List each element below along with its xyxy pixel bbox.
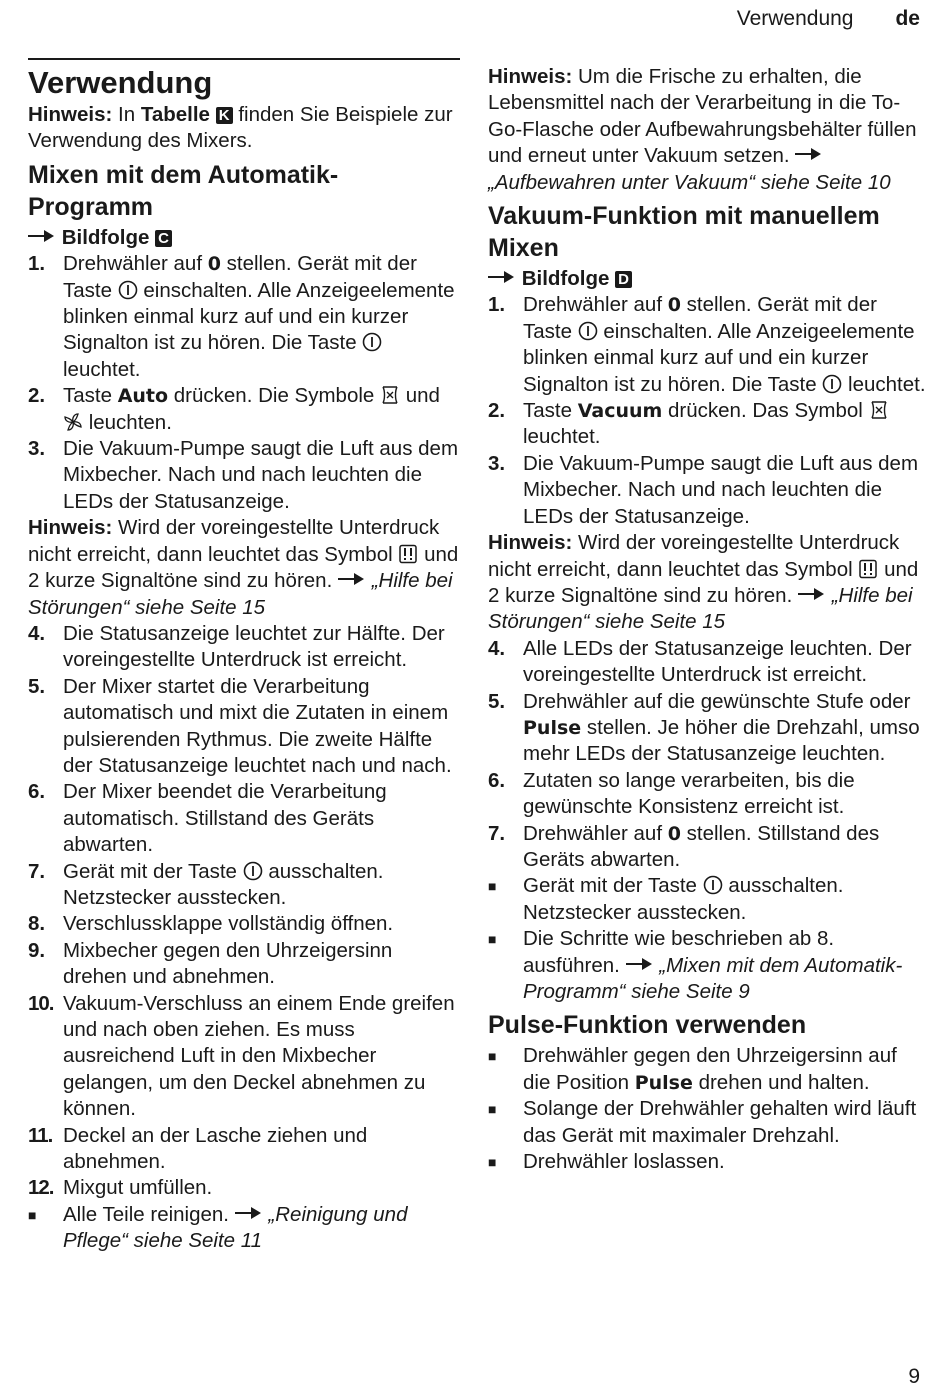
arrow-right-icon <box>795 147 823 161</box>
list-item <box>28 674 460 780</box>
bullet-marker: ■ <box>28 1206 37 1223</box>
step-text: Die Vakuum-Pumpe saugt die Luft aus dem Mixbecher. Nach und nach leuchten die LEDs der Statusanzeige. <box>63 437 459 513</box>
cross-reference-link[interactable]: „Aufbewahren unter Vakuum“ siehe Seite 10 <box>488 170 891 194</box>
warning-note <box>28 515 460 621</box>
step-text: Alle LEDs der Statusanzeige leuchten. Der voreingestellte Unterdruck ist erreicht. <box>523 636 912 687</box>
step-text: Mixbecher gegen den Uhrzeigersinn drehen und abnehmen. <box>63 938 393 989</box>
arrow-right-icon <box>28 229 56 243</box>
bullet-text: drehen und halten. <box>698 1070 870 1094</box>
cross-reference-link[interactable]: „Hilfe bei Störungen“ siehe Seite 15 <box>488 583 913 634</box>
right-column <box>488 64 928 1175</box>
power-button-icon <box>243 861 263 881</box>
cross-reference-link[interactable]: „Hilfe bei Störungen“ siehe Seite 15 <box>28 569 453 619</box>
sequence-label: Bildfolge <box>61 225 150 249</box>
step-text: stellen. Je höher die Drehzahl, umso mehr LEDs der Statusanzeige leuchten. <box>523 715 920 766</box>
list-item <box>488 398 928 451</box>
table-letter-badge: K <box>216 107 233 124</box>
bullet-item <box>488 1043 928 1096</box>
step-text: und <box>405 384 440 408</box>
list-item <box>488 768 928 821</box>
bullet-text: Drehwähler gegen den Uhrzeigersinn auf die Position <box>523 1044 897 1094</box>
note-label: Hinweis: <box>28 516 113 540</box>
header-section-title: Verwendung <box>736 7 854 30</box>
step-number: 2. <box>488 399 506 423</box>
list-item <box>28 938 460 991</box>
step-number: 4. <box>28 621 46 645</box>
arrow-right-icon <box>626 957 654 971</box>
mixing-blade-icon <box>63 412 83 432</box>
list-item <box>28 1123 460 1176</box>
error-symbol-icon <box>398 544 418 564</box>
dial-position: 0 <box>667 294 681 317</box>
header-language-code: de <box>895 7 920 30</box>
bullet-text: Alle Teile reinigen. <box>63 1202 230 1226</box>
step-text: leuchten. <box>88 410 172 434</box>
note-text: und 2 kurze Signaltöne sind zu hören. <box>28 542 459 593</box>
image-sequence-ref <box>488 266 928 292</box>
bullet-item <box>488 926 928 1005</box>
step-text: stellen. Gerät mit der Taste <box>63 252 417 302</box>
list-item <box>28 621 460 674</box>
step-text: drücken. Die Symbole <box>173 384 375 408</box>
bullet-item <box>488 1096 928 1149</box>
power-button-icon <box>822 374 842 394</box>
arrow-right-icon <box>488 270 516 284</box>
step-text: Die Vakuum-Pumpe saugt die Luft aus dem Mixbecher. Nach und nach leuchten die LEDs der Statusanzeige. <box>523 451 919 528</box>
list-item <box>28 251 460 383</box>
vacuum-symbol-icon <box>869 400 889 420</box>
step-number: 4. <box>488 636 506 660</box>
error-symbol-icon <box>858 559 878 579</box>
power-button-icon <box>703 875 723 895</box>
section-heading-automatic: Mixen mit dem Automatik-Programm <box>28 160 339 221</box>
bullet-text: Drehwähler loslassen. <box>523 1150 725 1174</box>
vacuum-symbol-icon <box>380 385 400 405</box>
note-text-post: finden Sie Beispiele zur Verwendung des Mixers. <box>28 103 453 153</box>
step-text: stellen. Gerät mit der Taste <box>523 293 877 343</box>
list-item <box>28 859 460 912</box>
step-text: leuchtet. <box>848 372 926 396</box>
step-text: Die Statusanzeige leuchtet zur Hälfte. Der voreingestellte Unterdruck ist erreicht. <box>63 621 445 672</box>
bullet-marker: ■ <box>488 1101 497 1118</box>
bullet-item <box>488 873 928 926</box>
power-button-icon <box>118 280 138 300</box>
list-item <box>28 991 460 1123</box>
step-text: Drehwähler auf <box>523 293 663 317</box>
step-text: Verschlussklappe vollständig öffnen. <box>63 912 394 936</box>
running-header <box>737 6 920 32</box>
button-label: Auto <box>117 385 169 408</box>
step-text: drücken. Das Symbol <box>668 399 863 423</box>
section-heading-pulse: Pulse-Funktion verwenden <box>488 1011 807 1040</box>
bullet-marker: ■ <box>488 1154 497 1171</box>
note-text: Wird der voreingestellte Unterdruck nicht erreicht, dann leuchtet das Symbol <box>488 531 900 581</box>
bullet-marker: ■ <box>488 931 497 948</box>
arrow-right-icon <box>235 1206 263 1220</box>
left-column <box>28 58 460 1255</box>
cross-reference-link[interactable]: „Mixen mit dem Automatik-Programm“ siehe Seite 9 <box>523 953 903 1003</box>
step-text: Mixgut umfüllen. <box>63 1176 213 1200</box>
bullet-text: Solange der Drehwähler gehalten wird läuft das Gerät mit maximaler Drehzahl. <box>523 1097 917 1147</box>
step-text: Gerät mit der Taste <box>63 859 237 883</box>
note-text: und 2 kurze Signaltöne sind zu hören. <box>488 557 919 607</box>
steps-list <box>488 292 928 530</box>
arrow-right-icon <box>338 572 366 586</box>
freshness-note <box>488 64 928 196</box>
list-item <box>28 911 460 937</box>
step-number: 7. <box>488 821 506 845</box>
list-item <box>488 821 928 874</box>
step-text: Drehwähler auf <box>63 252 203 276</box>
note-label: Hinweis: <box>488 65 573 88</box>
dial-position: 0 <box>667 822 681 845</box>
bullet-text: Die Schritte wie beschrieben ab 8. ausführen. <box>523 927 835 977</box>
step-text: Der Mixer beendet die Verarbeitung automatisch. Stillstand des Geräts abwarten. <box>63 780 387 857</box>
step-text: Drehwähler auf <box>523 821 663 845</box>
dial-position: Pulse <box>634 1071 693 1094</box>
sequence-letter-badge: C <box>155 230 172 247</box>
step-text: Zutaten so lange verarbeiten, bis die gewünschte Konsistenz erreicht ist. <box>523 768 855 819</box>
step-text: Taste <box>63 384 112 408</box>
list-item <box>28 383 460 436</box>
page-number: 9 <box>908 1365 920 1388</box>
section-heading-vacuum-manual: Vakuum-Funktion mit manuellem Mixen <box>488 202 880 263</box>
table-reference: Tabelle <box>140 103 210 126</box>
step-text: Vakuum-Verschluss an einem Ende greifen und nach oben ziehen. Es muss ausreichend Luft in den Mixbecher gelangen, um den Deckel abnehmen zu können. <box>63 991 455 1121</box>
arrow-right-icon <box>798 587 826 601</box>
list-item <box>488 292 928 398</box>
steps-list-continued <box>28 621 460 1202</box>
bullet-marker: ■ <box>488 878 497 895</box>
dial-position: 0 <box>207 253 221 276</box>
step-number: 6. <box>28 780 46 804</box>
step-number: 7. <box>28 859 46 883</box>
step-text: Taste <box>523 399 572 423</box>
step-text: einschalten. Alle Anzeigeelemente blinken einmal kurz auf und ein kurzer Signalton ist zu hören. Die Taste <box>523 319 915 396</box>
step-number: 1. <box>488 293 506 317</box>
bullet-marker: ■ <box>488 1048 497 1065</box>
intro-note <box>28 102 460 155</box>
steps-list <box>28 251 460 515</box>
list-item <box>488 451 928 530</box>
step-text: leuchtet. <box>63 357 141 381</box>
bullet-item <box>488 1149 928 1175</box>
step-number: 1. <box>28 252 46 276</box>
step-text: leuchtet. <box>523 425 601 449</box>
step-number: 8. <box>28 912 46 936</box>
sequence-letter-badge: D <box>615 271 632 288</box>
step-number: 6. <box>488 768 506 792</box>
note-label: Hinweis: <box>28 103 113 126</box>
step-number: 5. <box>488 689 506 713</box>
button-label: Vacuum <box>577 400 663 423</box>
step-text: stellen. Stillstand des Geräts abwarten. <box>523 821 880 871</box>
step-number: 11. <box>28 1123 53 1147</box>
step-number: 3. <box>488 451 506 475</box>
step-number: 10. <box>28 991 54 1015</box>
list-item <box>488 636 928 689</box>
step-text: Der Mixer startet die Verarbeitung automatisch und mixt die Zutaten in einem pulsierenden Rythmus. Die zweite Hälfte der Statusanzeige leuchtet nach und nach. <box>63 674 452 777</box>
step-text: einschalten. Alle Anzeigeelemente blinken einmal kurz auf und ein kurzer Signalton ist zu hören. Die Taste <box>63 278 455 355</box>
note-text-pre: In <box>118 103 136 126</box>
list-item <box>28 436 460 515</box>
warning-note <box>488 530 928 636</box>
step-number: 2. <box>28 384 46 408</box>
note-text: Um die Frische zu erhalten, die Lebensmittel nach der Verarbeitung in die To-Go-Flasche oder Aufbewahrungsbehälter füllen und erneut unter Vakuum setzen. <box>488 65 917 168</box>
bullet-text: ausschalten. Netzstecker ausstecken. <box>523 874 844 924</box>
step-text: ausschalten. Netzstecker ausstecken. <box>63 859 384 909</box>
list-item <box>488 689 928 768</box>
step-number: 9. <box>28 938 46 962</box>
note-text: Wird der voreingestellte Unterdruck nicht erreicht, dann leuchtet das Symbol <box>28 516 440 566</box>
dial-position: Pulse <box>523 716 582 739</box>
power-button-icon <box>362 332 382 352</box>
steps-list-continued <box>488 636 928 874</box>
page-title: Verwendung <box>28 65 213 100</box>
cross-reference-link[interactable]: „Reinigung und Pflege“ siehe Seite 11 <box>63 1202 408 1253</box>
bullet-item <box>28 1202 460 1255</box>
step-number: 5. <box>28 674 46 698</box>
power-button-icon <box>578 321 598 341</box>
list-item <box>28 779 460 858</box>
sequence-label: Bildfolge <box>521 267 610 291</box>
step-number: 12. <box>28 1176 54 1200</box>
step-text: Deckel an der Lasche ziehen und abnehmen. <box>63 1123 368 1174</box>
step-number: 3. <box>28 437 46 461</box>
bullet-text: Gerät mit der Taste <box>523 874 697 898</box>
step-text: Drehwähler auf die gewünschte Stufe oder <box>523 689 911 713</box>
note-label: Hinweis: <box>488 531 573 555</box>
list-item <box>28 1175 460 1201</box>
image-sequence-ref <box>28 225 460 251</box>
